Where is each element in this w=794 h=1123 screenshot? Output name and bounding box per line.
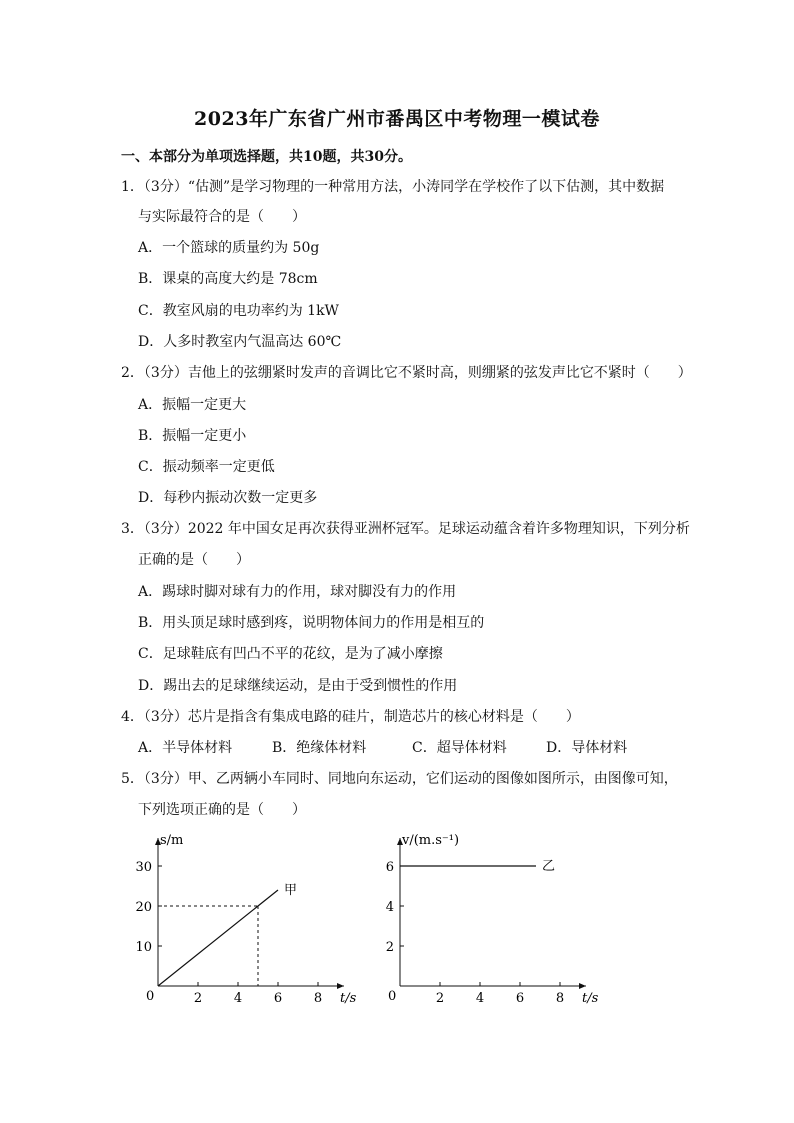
y-tick-label: 2: [385, 940, 394, 955]
question-3-line-1: 3．（3分）2022 年中国女足再次获得亚洲杯冠军。足球运动蕴含着许多物理知识，下列分析: [121, 521, 690, 537]
x-axis-label: t/s: [340, 991, 357, 1006]
question-1-option-b: B．课桌的高度大约是 78cm: [138, 271, 318, 287]
y-axis-label: v/(m.s⁻¹): [402, 833, 460, 848]
question-3-option-b: B．用头顶足球时感到疼，说明物体间力的作用是相互的: [138, 615, 485, 631]
section-header: 一、本部分为单项选择题，共10题，共30分。: [121, 149, 412, 165]
y-tick-label: 10: [135, 940, 152, 955]
x-tick-label: 4: [475, 991, 485, 1006]
question-5-line-2: 下列选项正确的是（ ）: [138, 802, 306, 818]
x-tick-label: 6: [273, 991, 283, 1006]
y-tick-label: 4: [385, 900, 394, 915]
x-axis-arrow: [337, 983, 344, 989]
y-tick-label: 30: [135, 860, 152, 875]
question-2-option-d: D．每秒内振动次数一定更多: [138, 490, 318, 506]
x-tick-label: 2: [435, 991, 445, 1006]
question-5-line-1: 5．（3分）甲、乙两辆小车同时、同地向东运动，它们运动的图像如图所示，由图像可知，: [121, 771, 678, 787]
y-tick-label: 20: [135, 900, 152, 915]
question-1-option-a: A．一个篮球的质量约为 50g: [138, 240, 320, 256]
x-tick-label: 2: [193, 991, 203, 1006]
v-t-graph: [365, 826, 615, 1012]
series-label: 乙: [542, 859, 556, 874]
y-tick-label: 6: [385, 860, 394, 875]
question-3-option-c: C．足球鞋底有凹凸不平的花纹，是为了减小摩擦: [138, 646, 443, 662]
page-title: 2023年广东省广州市番禺区中考物理一模试卷: [194, 108, 600, 130]
series-line-1: [158, 890, 278, 986]
y-axis-label: s/m: [160, 833, 184, 848]
question-1-line-2: 与实际最符合的是（ ）: [138, 209, 306, 225]
question-1-option-d: D．人多时教室内气温高达 60℃: [138, 334, 342, 350]
x-axis-arrow: [579, 983, 586, 989]
question-4-option-a: A．半导体材料: [138, 740, 233, 756]
question-4-option-d: D．导体材料: [546, 740, 628, 756]
origin-label: 0: [146, 989, 155, 1004]
question-4-line-1: 4．（3分）芯片是指含有集成电路的硅片，制造芯片的核心材料是（ ）: [121, 709, 580, 725]
question-3-option-a: A．踢球时脚对球有力的作用，球对脚没有力的作用: [138, 584, 457, 600]
series-label: 甲: [284, 883, 298, 898]
x-tick-label: 8: [555, 991, 565, 1006]
question-2-option-a: A．振幅一定更大: [138, 397, 247, 413]
question-3-option-d: D．踢出去的足球继续运动，是由于受到惯性的作用: [138, 678, 458, 694]
question-2-option-c: C．振动频率一定更低: [138, 459, 275, 475]
x-tick-label: 4: [233, 991, 243, 1006]
x-tick-label: 6: [515, 991, 525, 1006]
question-2-line-1: 2．（3分）吉他上的弦绷紧时发声的音调比它不紧时高，则绷紧的弦发声比它不紧时（ ）: [121, 365, 692, 381]
s-t-graph: [120, 826, 360, 1012]
question-1-line-1: 1．（3分）“估测”是学习物理的一种常用方法，小涛同学在学校作了以下估测，其中数据: [121, 179, 665, 195]
x-tick-label: 8: [313, 991, 323, 1006]
x-axis-label: t/s: [582, 991, 599, 1006]
question-1-option-c: C．教室风扇的电功率约为 1kW: [138, 303, 339, 319]
question-4-option-c: C．超导体材料: [412, 740, 507, 756]
question-4-option-b: B．绝缘体材料: [272, 740, 367, 756]
question-3-line-2: 正确的是（ ）: [138, 552, 250, 568]
origin-label: 0: [388, 989, 397, 1004]
question-2-option-b: B．振幅一定更小: [138, 428, 247, 444]
